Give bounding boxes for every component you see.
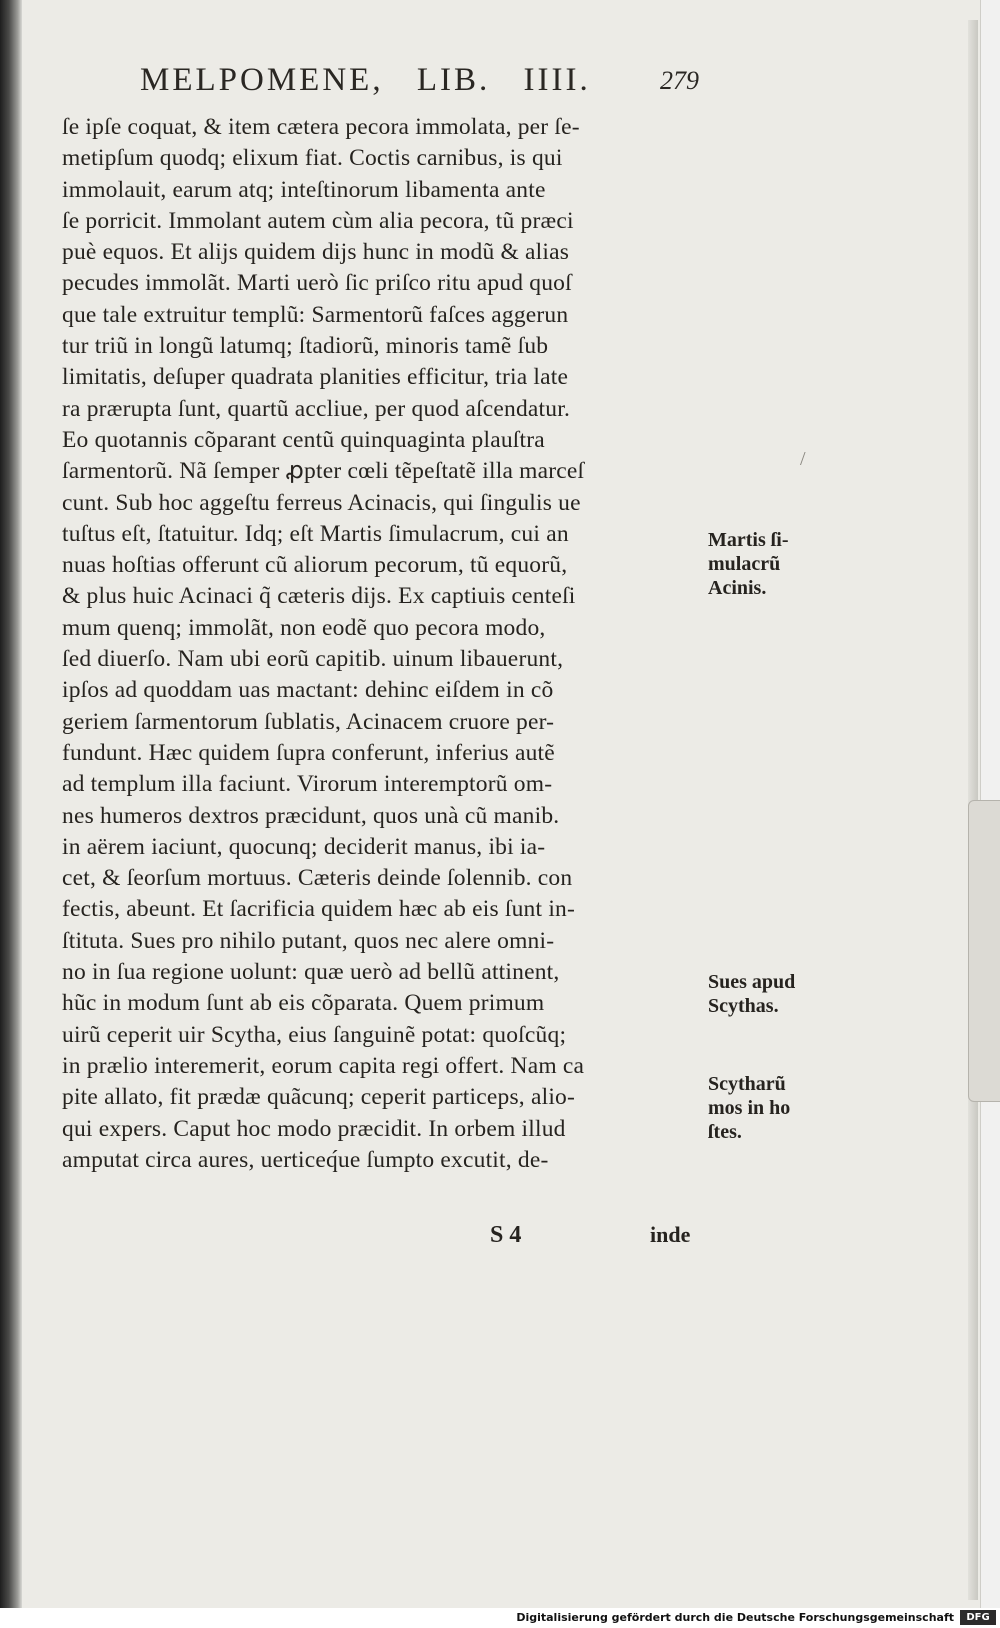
catchword: inde	[650, 1222, 691, 1247]
text-line: & plus huic Acinaci q̃ cæteris dijs. Ex captiuis centeſi	[62, 583, 576, 610]
sidenote-line: Martis ſi-	[708, 529, 789, 551]
text-line: in aërem iaciunt, quocunq; deciderit manus, ibi ia-	[62, 833, 546, 860]
text-line: ſed diuerſo. Nam ubi eorũ capitib. uinum libauerunt,	[62, 646, 564, 673]
text-line: immolauit, earum atq; inteſtinorum libamenta ante	[62, 176, 546, 203]
sidenote-line: mulacrũ	[708, 553, 781, 575]
text-line: nuas hoſtias offerunt cũ aliorum pecorum, tũ equorũ,	[62, 552, 568, 579]
text-line: nes humeros dextros præcidunt, quos unà cũ manib.	[62, 802, 560, 829]
text-line: qui expers. Caput hoc modo præcidit. In orbem illud	[62, 1115, 566, 1142]
sidenote-line: Acinis.	[708, 577, 767, 599]
signature-mark: S 4	[490, 1222, 522, 1248]
book-spine-shadow	[0, 0, 22, 1608]
sidenote-scytharum-mos	[708, 1072, 818, 1144]
pencil-mark: /	[800, 448, 806, 470]
text-line: ſe porricit. Immolant autem cùm alia pecora, tũ præci	[62, 207, 574, 234]
funding-credit: Digitalisierung gefördert durch die Deutsche Forschungsgemeinschaft	[516, 1611, 954, 1624]
running-header	[140, 62, 720, 99]
text-line: geriem ſarmentorum ſublatis, Acinacem cruore per-	[62, 708, 555, 735]
text-line: ipſos ad quoddam uas mactant: dehinc eiſdem in cõ	[62, 677, 554, 704]
text-line: ſe ipſe coquat, & item cætera pecora immolata, per ſe-	[62, 114, 580, 140]
text-line: pecudes immolãt. Marti uerò ſic priſco ritu apud quoſ	[62, 270, 572, 297]
text-line: fectis, abeunt. Et ſacrificia quidem hæc ab eis ſunt in-	[62, 896, 576, 923]
text-line: ra prærupta ſunt, quartũ accliue, per quod aſcendatur.	[62, 395, 571, 422]
text-line: hũc in modum ſunt ab eis cõparata. Quem primum	[62, 990, 545, 1017]
text-line: ſtituta. Sues pro nihilo putant, quos nec alere omni-	[62, 927, 555, 954]
header-title: MELPOMENE,	[140, 62, 384, 98]
dfg-logo: DFG	[960, 1610, 996, 1625]
text-line: puè equos. Et alijs quidem dijs hunc in modũ & alias	[62, 239, 570, 266]
text-line: limitatis, deſuper quadrata planities efficitur, tria late	[62, 364, 569, 391]
text-line: tuſtus eſt, ſtatuitur. Idq; eſt Martis ſimulacrum, cui an	[62, 520, 569, 547]
sidenote-line: Scytharũ	[708, 1073, 786, 1095]
bookmark-tab	[968, 800, 1000, 1102]
header-book-number: IIII.	[523, 62, 591, 98]
text-line: ſarmentorũ. Nã ſemper ꝓpter cœli tẽpeſtatẽ illa marceſ	[62, 458, 585, 485]
text-line: cet, & ſeorſum mortuus. Cæteris deinde ſolennib. con	[62, 865, 573, 892]
text-line: mum quenq; immolãt, non eodẽ quo pecora modo,	[62, 614, 546, 641]
header-book: LIB.	[416, 62, 491, 98]
text-line: metipſum quodq; elixum fiat. Coctis carnibus, is qui	[62, 145, 563, 172]
text-line: uirũ ceperit uir Scytha, eius ſanguinẽ potat: quoſcũq;	[62, 1021, 567, 1048]
sidenote-line: ſtes.	[708, 1121, 742, 1143]
text-line: tur triũ in longũ latumq; ſtadiorũ, minoris tamẽ ſub	[62, 333, 549, 360]
text-line: in prælio interemerit, eorum capita regi offert. Nam ca	[62, 1052, 585, 1079]
sidenote-line: mos in ho	[708, 1097, 791, 1119]
page-number: 279	[660, 66, 699, 95]
text-line: cunt. Sub hoc aggeſtu ferreus Acinacis, qui ſingulis ue	[62, 489, 581, 516]
text-line: pite allato, fit prædæ quãcunq; ceperit particeps, alio-	[62, 1084, 576, 1111]
text-line: no in ſua regione uolunt: quæ uerò ad bellũ attinent,	[62, 959, 560, 986]
sidenote-line: Sues apud	[708, 971, 796, 993]
sidenote-martis-simulacrum	[708, 528, 818, 600]
sidenote-line: Scythas.	[708, 995, 779, 1017]
body-text	[62, 112, 712, 1176]
text-line: que tale extruitur templũ: Sarmentorũ faſces aggerun	[62, 301, 569, 328]
text-line: amputat circa aures, uerticeq́ue ſumpto excutit, de-	[62, 1146, 549, 1173]
text-line: fundunt. Hæc quidem ſupra conferunt, inferius autẽ	[62, 739, 555, 766]
text-line: ad templum illa faciunt. Virorum interemptorũ om-	[62, 771, 553, 798]
text-line: Eo quotannis cõparant centũ quinquaginta plauſtra	[62, 426, 545, 453]
sidenote-sues-apud-scythas	[708, 970, 818, 1018]
